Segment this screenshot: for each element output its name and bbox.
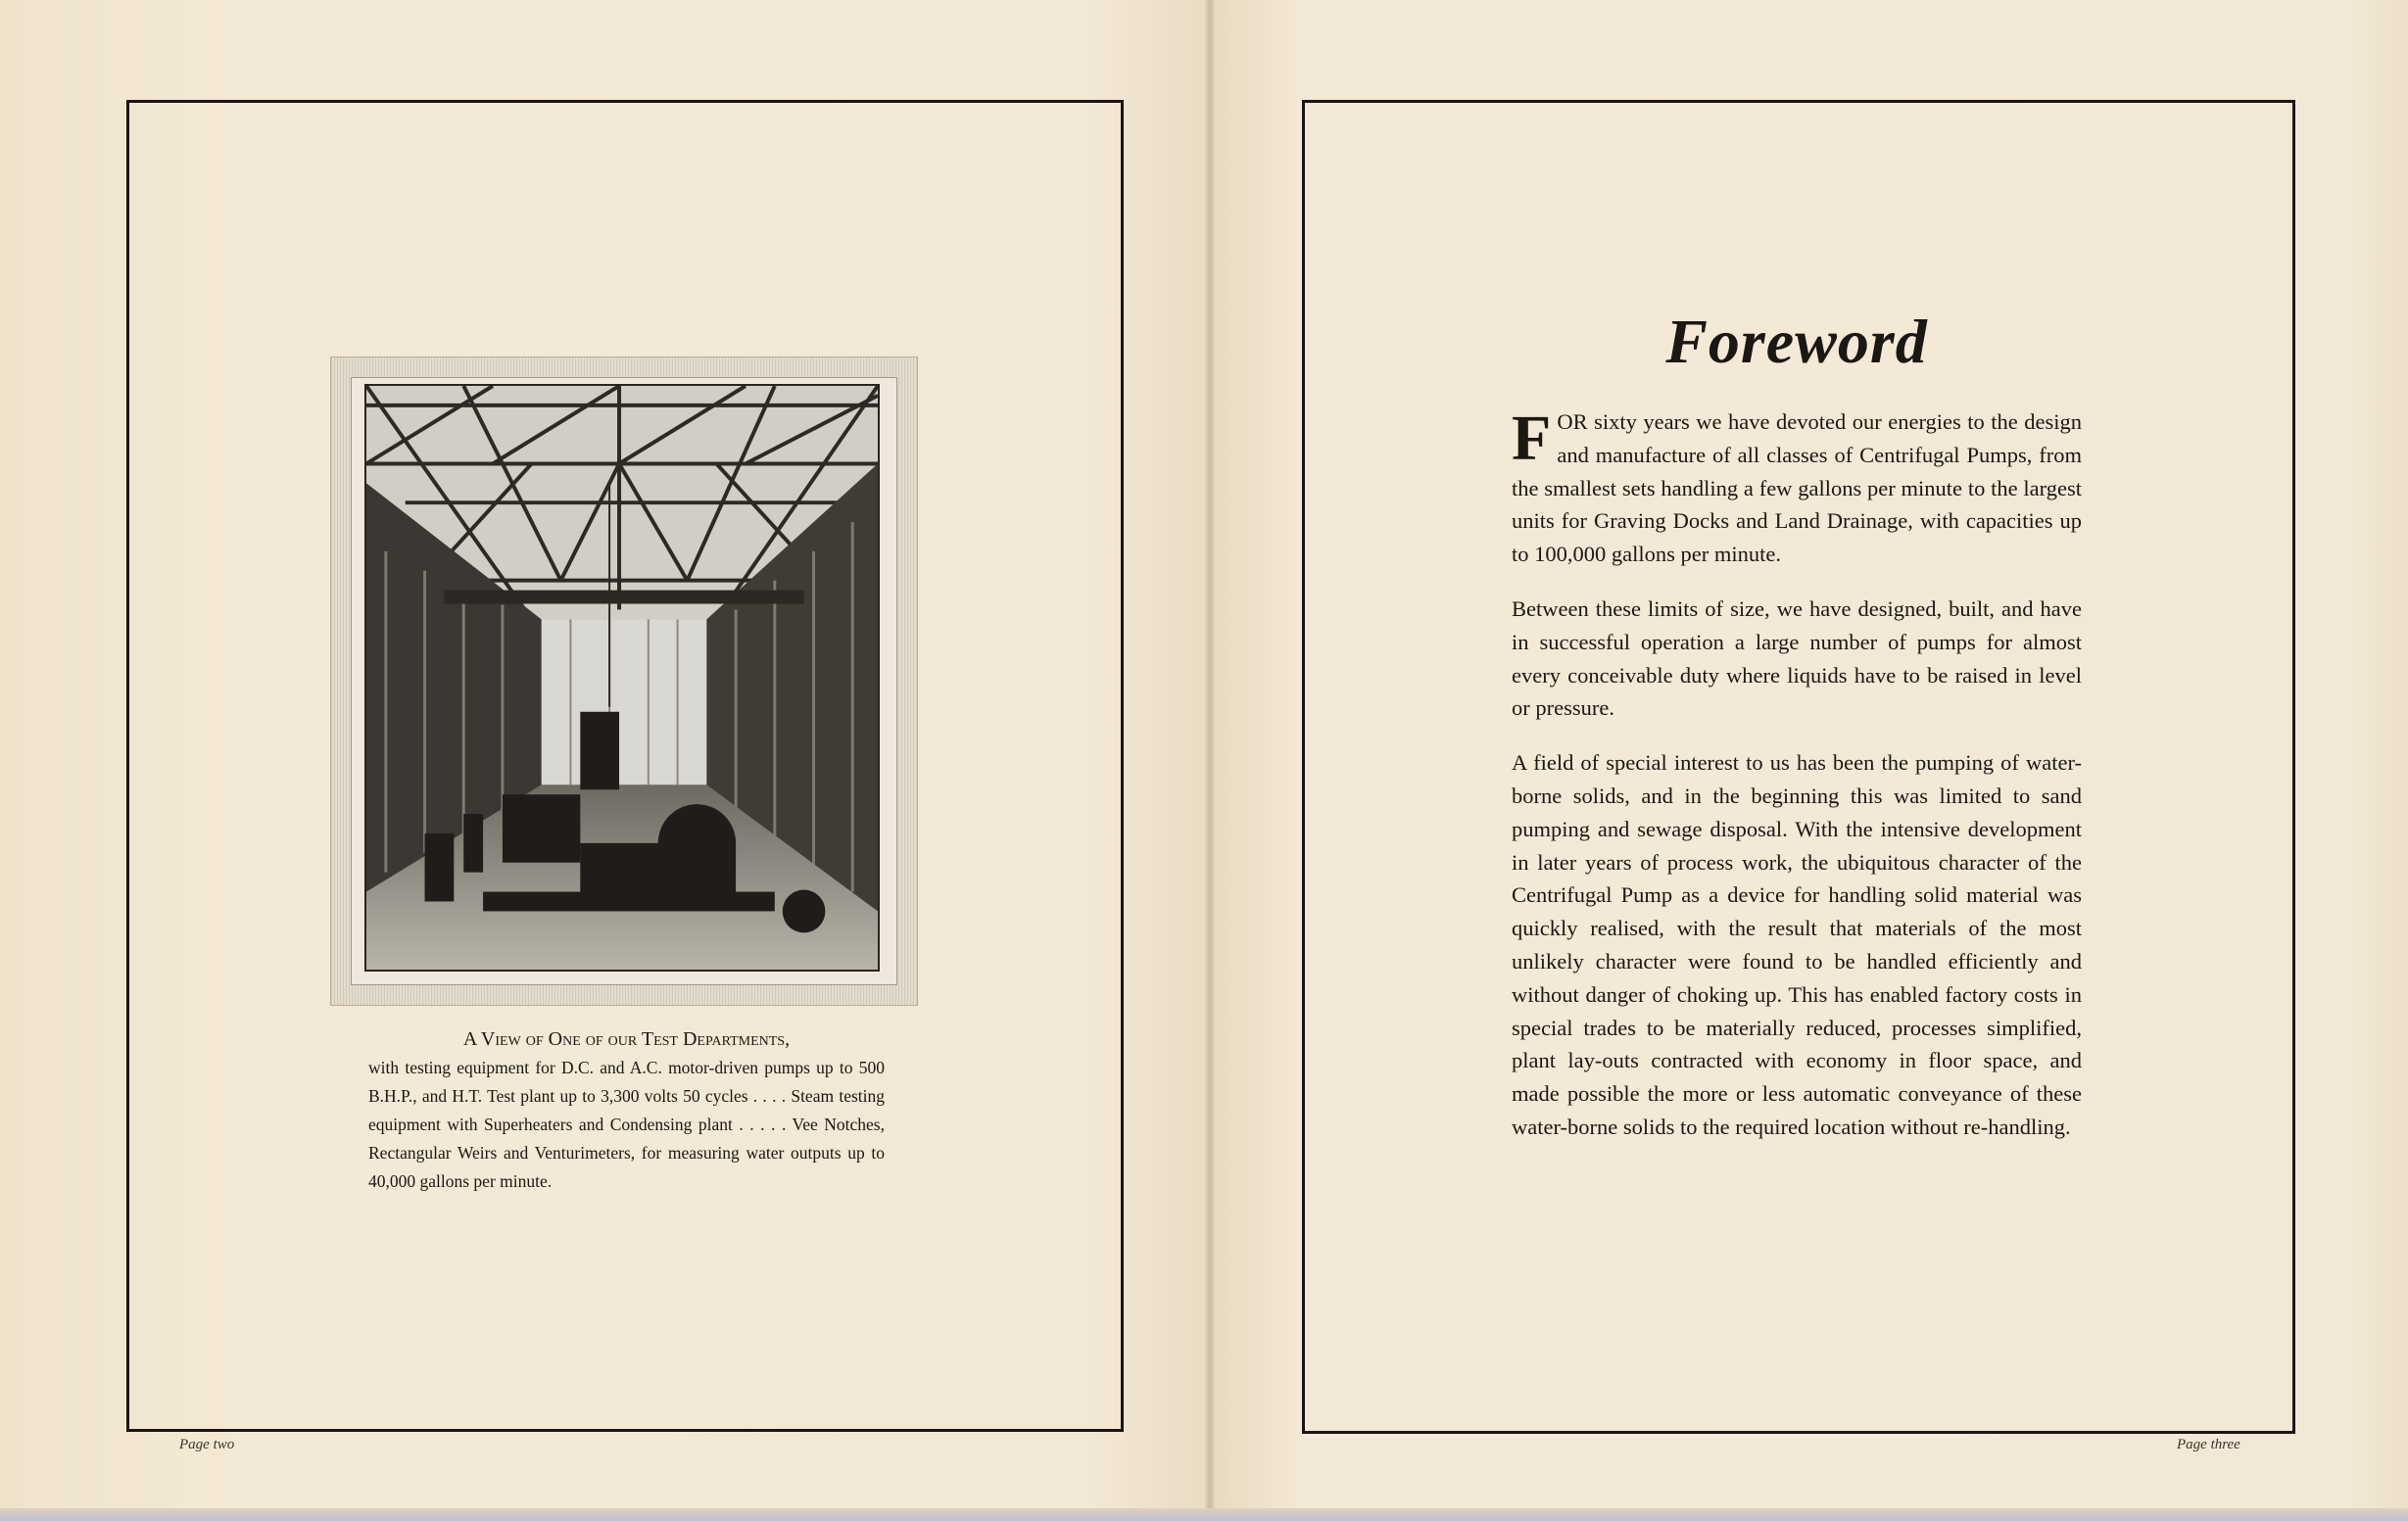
page-number-left: Page two: [179, 1437, 235, 1452]
page-number-right: Page three: [2177, 1437, 2240, 1452]
page-title: Foreword: [1665, 307, 1928, 376]
caption-heading: A View of One of our Test Departments,: [462, 1028, 791, 1050]
drop-cap: F: [1512, 403, 1552, 474]
paragraph-2: Between these limits of size, we have designed, built, and have in successful operation a large number of pumps for almost every conceivable duty where liquids have to be raised in level or pressure.: [1512, 595, 2082, 721]
caption-body: with testing equipment for D.C. and A.C. motor-driven pumps up to 500 B.H.P., and H.T. Test plant up to 3,300 volts 50 cycles . . . . Steam testing equipment with Superheaters and Condensing plant . . . . . Vee Notches, Rectangular Weirs and Venturimeters, for measuring water outputs up to 40,000 gallons per minute.: [368, 1058, 885, 1191]
photo-caption: [368, 1025, 885, 1196]
paragraph-3: A field of special interest to us has been the pumping of water-borne solids, and in the beginning this was limited to sand pumping and sewage disposal. With the intensive development in later years of process work, the ubiquitous character of the Centrifugal Pump as a device for handling solid material was quickly realised, with the result that materials of the most unlikely character were found to be handled efficiently and without danger of choking up. This has enabled factory costs in special trades to be materially reduced, processes simplified, plant lay-outs contracted with economy in floor space, and made possible the more or less automatic conveyance of these water-borne solids to the required location without re-handling.: [1512, 750, 2082, 1139]
paragraph-1: [1512, 405, 2082, 571]
test-department-photo: [364, 384, 880, 972]
paragraph-1-text: OR sixty years we have devoted our energies to the design and manufacture of all classes of Centrifugal Pumps, from the smallest sets handling a few gallons per minute to the largest units for Graving Docks and Land Drainage, with capacities up to 100,000 gallons per minute.: [1512, 409, 2082, 567]
foreword-text: [1512, 405, 2082, 1165]
book-spine: [1205, 0, 1215, 1521]
scan-edge: [0, 1508, 2408, 1521]
